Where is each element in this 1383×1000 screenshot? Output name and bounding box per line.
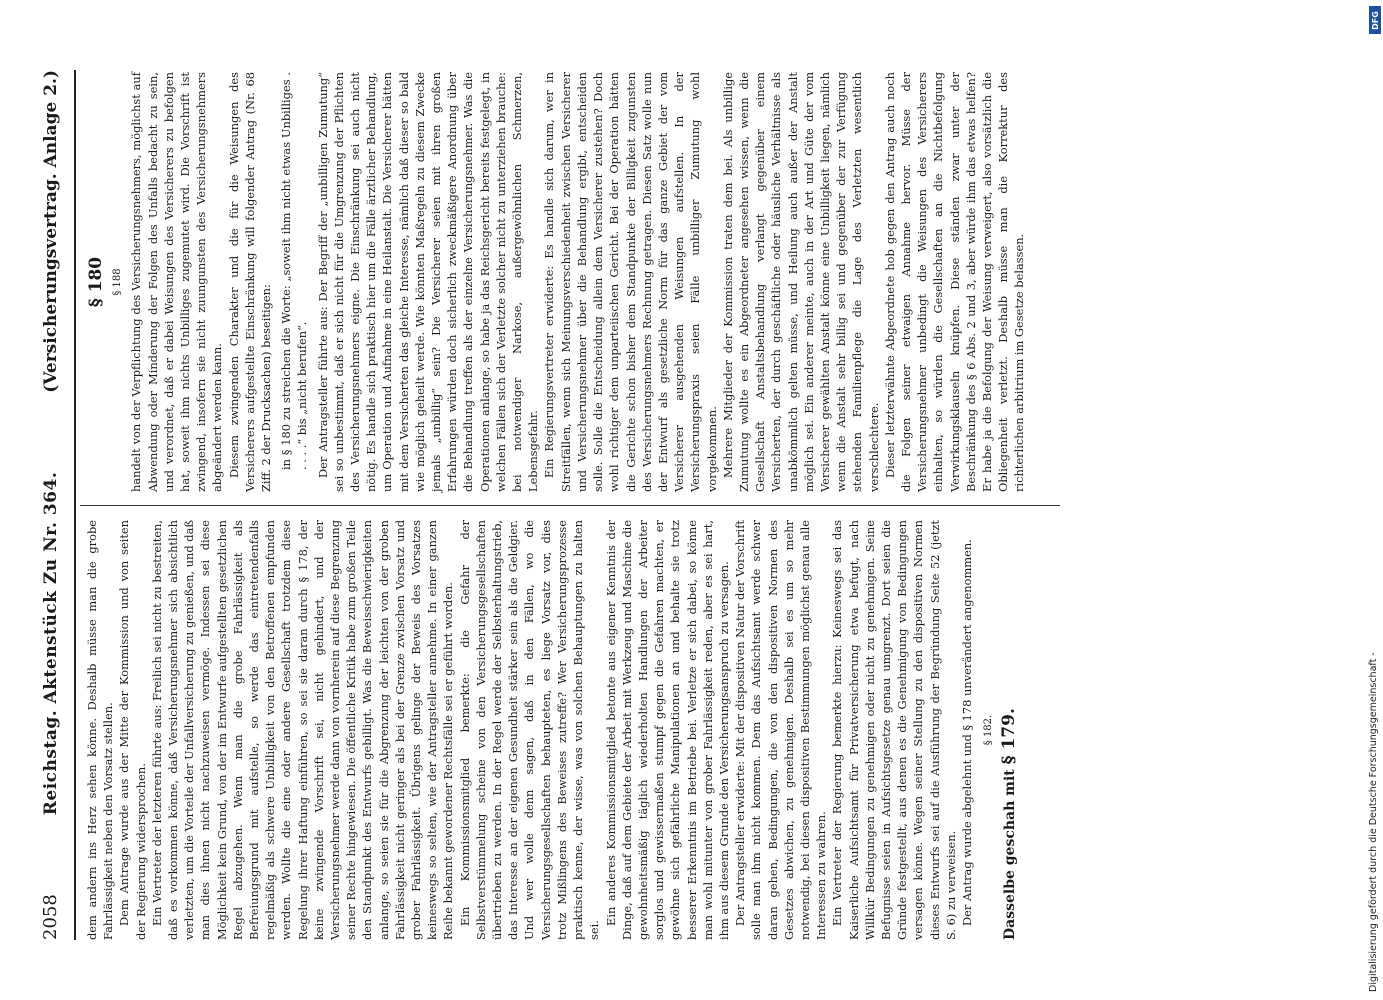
column-divider — [80, 505, 1060, 506]
page-number: 2058 — [40, 894, 61, 940]
digitization-note: Digitalisierung gefördert durch die Deutsche Forschungsgemeinschaft - — [1368, 652, 1379, 992]
paragraph: Ein anderes Kommissionsmitglied betonte aus eigener Kenntnis der Dinge, daß auf dem Gebiete der Arbeit mit Werkzeug und Maschine die gewohnheitsmäßig täglich wiederholten Handlungen der Arbeiter sorglos und gewissermaßen stumpf gegen die Gefahren machten, er gewöhne sich gefährliche Manipulationen an und behalte sie trotz besserer Erkenntnis im Betriebe bei. Verletze er sich dabei, so könne man wohl mitunter von grober Fahrlässigkeit reden, aber es sei hart, ihm aus diesem Grunde den Versicherungsanspruch zu versagen. — [603, 520, 731, 940]
left-column — [84, 520, 1019, 940]
section-heading: § 180 — [86, 256, 106, 308]
header-subtitle: (Versicherungsvertrag. Anlage 2.) — [41, 70, 61, 393]
paragraph: Der Antrag wurde abgelehnt und § 178 unverändert angenommen. — [959, 539, 974, 926]
paragraph: Dem Antrage wurde aus der Mitte der Kommission und von seiten der Regierung widersprochen. — [117, 520, 148, 940]
paragraph: Dieser letzterwähnte Abgeordnete hob gegen den Antrag auch noch die Folgen seiner etwaigen Annahme hervor. Müsse der Versicherungsnehmer unbedingt die Weisungen des Versicherers einhalten, so würden die Gesellschaften an die Nichtbefolgung Verwirkungsklauseln knüpfen. Diese ständen zwar unter der Beschränkung des § 6 Abs. 2 und 3, aber würde ihm das etwas helfen? Er habe ja die Befolgung der Weisung verweigert, also vorsätzlich die Obliegenheit verletzt. Deshalb müsse man die Korrektur des richterlichen arbitrium im Gesetze belassen. — [882, 72, 1027, 492]
paragraph: Ein Vertreter der Regierung bemerkte hierzu: Keineswegs sei das Kaiserliche Aufsichtsamt für Privatversicherung etwa befugt, nach Willkür Bedingungen zu genehmigen oder nicht zu genehmigen. Seine Befugnisse seien in Aufsichtsgesetze genau umgrenzt. Dort seien die Gründe festgestellt, aus denen es die Genehmigung von Bedingungen versagen könne. Wegen seiner Stellung zu den dispositiven Normen dieses Entwurfs sei auf die Ausführung der Begründung Seite 52 (jetzt S. 6) zu verweisen. — [830, 520, 958, 940]
closing-section: § 179. — [999, 708, 1020, 765]
paragraph: Ein Regierungsvertreter erwiderte: Es handle sich darum, wer in Streitfällen, wenn sich Meinungsverschiedenheit zwischen Versicherer und Versicherungsnehmer über die Behandlung ergibt, entscheiden solle. Solle die Entscheidung allein dem Versicherer zustehen? Doch wohl richtiger dem unparteiischen Gericht. Bei der Operation hätten die Gerichte schon bisher dem Standpunkte der Billigkeit zugunsten des Versicherungsnehmers Rechnung getragen. Diesen Satz wolle nun der Entwurf als gesetzliche Norm für das ganze Gebiet der vom Versicherer ausgehenden Weisungen aufstellen. In der Versicherungspraxis seien Fälle unbilliger Zumutung wohl vorgekommen. — [542, 72, 719, 492]
paragraph: Diesem zwingenden Charakter und die für die Weisungen des Versicherers aufgestellte Einschränkung will folgender Antrag (Nr. 68 Ziff. 2 der Drucksachen) beseitigen: — [226, 72, 274, 492]
dfg-logo-text: DFG — [1370, 10, 1380, 30]
quoted-motion: in § 180 zu streichen die Worte: „soweit ihm nicht etwas Unbilliges . . . . .“ bis „nicht berufen“. — [279, 72, 310, 470]
section-number-small: § 182. — [983, 714, 995, 746]
closing-text: Dasselbe geschah mit — [1002, 769, 1019, 940]
rotated-page — [40, 70, 1080, 940]
paragraph: Mehrere Mitglieder der Kommission traten dem bei. Als unbillige Zumutung wollte es ein Abgeordneter angesehen wissen, wenn die Gesellschaft Anstaltsbehandlung verlangt gegenüber einem Versicherten, der durch geschäftliche oder häusliche Verhältnisse als unabkömmlich gelten müsse, und Heilung auch außer der Anstalt möglich sei. Ein anderer meinte, auch in der Art und Güte der vom Versicherer gewählten Anstalt könne eine Unbilligkeit liegen, nämlich wenn die Anstalt sehr billig sei und gegenüber der zur Verfügung stehenden Familienpflege die Lage des Verletzten wesentlich verschlechtere. — [720, 72, 881, 492]
paragraph: Der Antragsteller führte aus: Der Begriff der „unbilligen Zumutung“ sei so unbestimmt, daß er sich nicht für die Umgrenzung der Pflichten des Versicherungsnehmers eigne. Die Einschränkung sei auch nicht nötig. Es handle sich praktisch hier um die Fälle ärztlicher Behandlung, um Operation und Aufnahme in eine Heilanstalt. Die Versicherer hätten mit dem Versicherten das gleiche Interesse, nämlich daß dieser so bald wie möglich geheilt werde. Wie könnten Maßregeln zu diesem Zwecke jemals „unbillig“ sein? Die Versicherer seien mit ihren großen Erfahrungen würden doch sicherlich zweckmäßigere Anordnung über die Behandlung treffen als der einzelne Versicherungsnehmer. Was die Operationen anlange, so habe ja das Reichsgericht bereits festgelegt, in welchen Fällen sich der Verletzte solcher nicht zu unterziehen brauche: bei notwendiger Narkose, außergewöhnlichen Schmerzen, Lebensgefahr. — [315, 72, 541, 492]
section-number-small: § 188 — [112, 268, 124, 296]
paragraph: Der Antragsteller erwiderte: Mit der dispositiven Natur der Vorschrift solle man ihm nicht kommen. Dem das Aufsichtsamt werde schwer daran gehen, Bedingungen, die von den dispositiven Normen des Gesetzes abwichen, zu genehmigen. Deshalb sei es um so mehr notwendig, bei diesen dispositiven Bestimmungen möglichst genau alle Interessen zu wahren. — [733, 520, 829, 940]
closing-line — [1001, 520, 1018, 940]
right-column — [84, 72, 1028, 492]
paragraph: Ein Vertreter der letzteren führte aus: Freilich sei nicht zu bestreiten, daß es vorkommen könne, daß Versicherungsnehmer sich absichtlich verletzten, um die Vorteile der Unfallversicherung zu genießen, und daß man dies ihnen nicht nachzuweisen vermöge. Indessen sei diese Möglichkeit kein Grund, von der im Entwurfe aufgestellten gesetzlichen Regel abzugehen. Wenn man die grobe Fahrlässigkeit als Befreiungsgrund mit aufstelle, so werde das eintretendenfalls regelmäßig als schwere Unbilligkeit von den Betroffenen empfunden werden. Wollte die eine oder andere Gesellschaft trotzdem diese Regelung ihrer Haftung einführen, so sei sie daran durch § 178, der keine zwingende Vorschrift sei, nicht gehindert, und der Versicherungsnehmer werde dann von vornherein auf diese Begrenzung seiner Rechte hingewiesen. Die öffentliche Kritik habe zum großen Teile den Standpunkt des Entwurfs gebilligt. Was die Beweisschwierigkeiten anlange, so seien sie für die Abgrenzung der leichten von der groben Fahrlässigkeit nicht geringer als bei der Grenze zwischen Vorsatz und grober Fahrlässigkeit. Übrigens gelinge der Beweis des Vorsatzes keineswegs so selten, wie der Antragsteller annehme. In einer ganzen Reihe bekannt gewordener Rechtsfälle sei er geführt worden. — [149, 520, 456, 940]
page-header — [40, 70, 76, 940]
paragraph: Ein Kommissionsmitglied bemerkte: die Gefahr der Selbstverstümmelung scheine von den Versicherungsgesellschaften übertrieben zu werden. In der Regel werde der Selbsterhaltungstrieb, das Interesse an der eigenen Gesundheit stärker sein als die Geldgier. Und wer wolle denn sagen, daß in den Fällen, wo die Versicherungsgesellschaften behaupteten, es liege Vorsatz vor, dies trotz Mißlingens des Beweises zutreffe? Wer Versicherungsprozesse praktisch kenne, der wisse, was von solchen Behauptungen zu halten sei. — [457, 520, 602, 940]
dfg-logo — [1369, 6, 1381, 34]
header-title: Reichstag. Aktenstück Zu Nr. 364. — [41, 471, 61, 816]
paragraph: dem andern ins Herz sehen könne. Deshalb müsse man die grobe Fahrlässigkeit neben den Vorsatz stellen. — [85, 520, 116, 940]
paragraph: handelt von der Verpflichtung des Versicherungsnehmers, möglichst auf Abwendung oder Minderung der Folgen des Unfalls bedacht zu sein, und verordnet, daß er dabei Weisungen des Versicherers zu befolgen hat, soweit ihm nichts Unbilliges zugemutet wird. Die Vorschrift ist zwingend, insofern sie nicht zuungunsten des Versicherungsnehmers abgeändert werden kann. — [129, 72, 225, 492]
